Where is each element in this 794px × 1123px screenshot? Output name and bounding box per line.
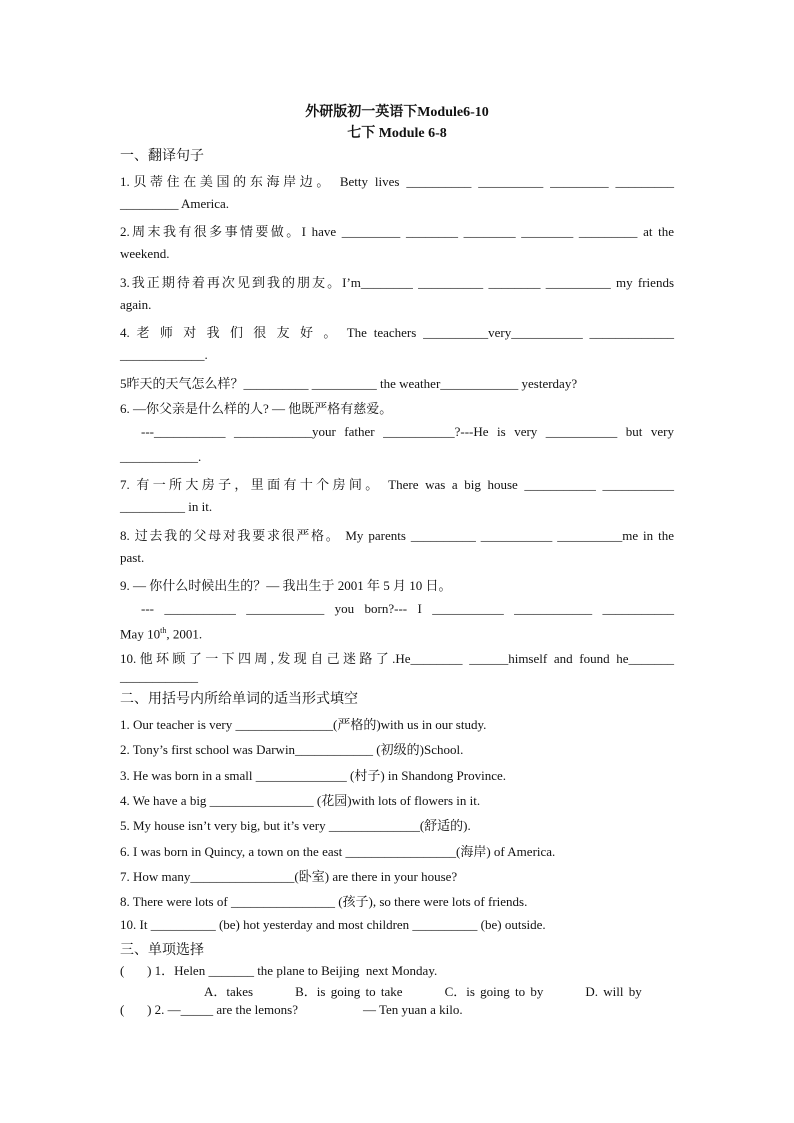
s1-line: 5昨天的天气怎么样？__________ __________ the weather____________ yesterday? bbox=[120, 376, 578, 391]
s1-line: 4. 老 师 对 我 们 很 友 好 。 The teachers __________very___________ _____________ bbox=[120, 325, 674, 340]
s1-line: ____________ bbox=[120, 669, 198, 684]
s1-line: 9. — 你什么时候出生的？— 我出生于 2001 年 5 月 10 日。 bbox=[120, 578, 452, 593]
s1-line: 2.周末我有很多事情要做。I have _________ ________ ________ ________ _________ at the bbox=[120, 224, 674, 239]
s1-line: again. bbox=[120, 297, 152, 312]
s2-line: 10. It __________ (be) hot yesterday and most children __________ (be) outside. bbox=[120, 917, 546, 932]
section2-heading: 二、用括号内所给单词的适当形式填空 bbox=[120, 692, 358, 707]
document-subtitle: 七下 Module 6-8 bbox=[347, 126, 447, 141]
s1-line: past. bbox=[120, 550, 145, 565]
mc-question-1: ( ) 1．Helen _______ the plane to Beijing next Monday. bbox=[120, 963, 438, 978]
s2-line: 4. We have a big ________________ (花园)with lots of flowers in it. bbox=[120, 793, 481, 808]
s2-line: 3. He was born in a small ______________ (村子) in Shandong Province. bbox=[120, 768, 506, 783]
section3-heading: 三、单项选择 bbox=[120, 943, 204, 958]
s2-line: 1. Our teacher is very _______________(严格的)with us in our study. bbox=[120, 717, 487, 732]
s1-line: 10.他环顾了一下四周,发现自己迷路了.He________ ______himself and found he_______ bbox=[120, 651, 674, 666]
s1-line: ____________. bbox=[120, 449, 202, 464]
s2-line: 2. Tony’s first school was Darwin____________ (初级的)School. bbox=[120, 742, 464, 757]
s1-line: 3.我正期待着再次见到我的朋友。I’m________ __________ ________ __________ my friends bbox=[120, 275, 674, 290]
s1-line: _____________. bbox=[120, 347, 208, 362]
s1-line: 7. 有一所大房子，里面有十个房间。 There was a big house ___________ ___________ bbox=[120, 477, 674, 492]
s1-line: 8. 过去我的父母对我要求很严格。 My parents __________ ___________ __________me in the bbox=[120, 528, 674, 543]
s1-line: __________ in it. bbox=[120, 499, 213, 514]
document-title: 外研版初一英语下Module6-10 bbox=[305, 105, 489, 120]
section1-heading: 一、翻译句子 bbox=[120, 149, 204, 164]
q9-date-line: May 10th, 2001. bbox=[120, 626, 203, 642]
s2-line: 8. There were lots of ________________ (孩子), so there were lots of friends. bbox=[120, 894, 528, 909]
s1-line: 6. —你父亲是什么样的人? — 他既严格有慈爱。 bbox=[120, 401, 393, 416]
mc-question-1-choices: A．takes B．is going to take C．is going to by D. will by bbox=[204, 984, 642, 999]
s2-line: 5. My house isn’t very big, but it’s very ______________(舒适的). bbox=[120, 818, 471, 833]
mc-question-2: ( ) 2. —_____ are the lemons? — Ten yuan a kilo. bbox=[120, 1002, 463, 1017]
s2-line: 6. I was born in Quincy, a town on the east _________________(海岸) of America. bbox=[120, 844, 556, 859]
s1-line: 1.贝蒂住在美国的东海岸边。 Betty lives __________ __________ _________ _________ bbox=[120, 174, 674, 189]
s2-line: 7. How many________________(卧室) are there in your house? bbox=[120, 869, 458, 884]
s1-line: --- ___________ ____________ you born?--- I ___________ ____________ ___________ bbox=[141, 601, 674, 616]
s1-line: ---___________ ____________your father ___________?---He is very ___________ but very bbox=[141, 424, 674, 439]
s1-line: _________ America. bbox=[120, 196, 230, 211]
s1-line: weekend. bbox=[120, 246, 170, 261]
